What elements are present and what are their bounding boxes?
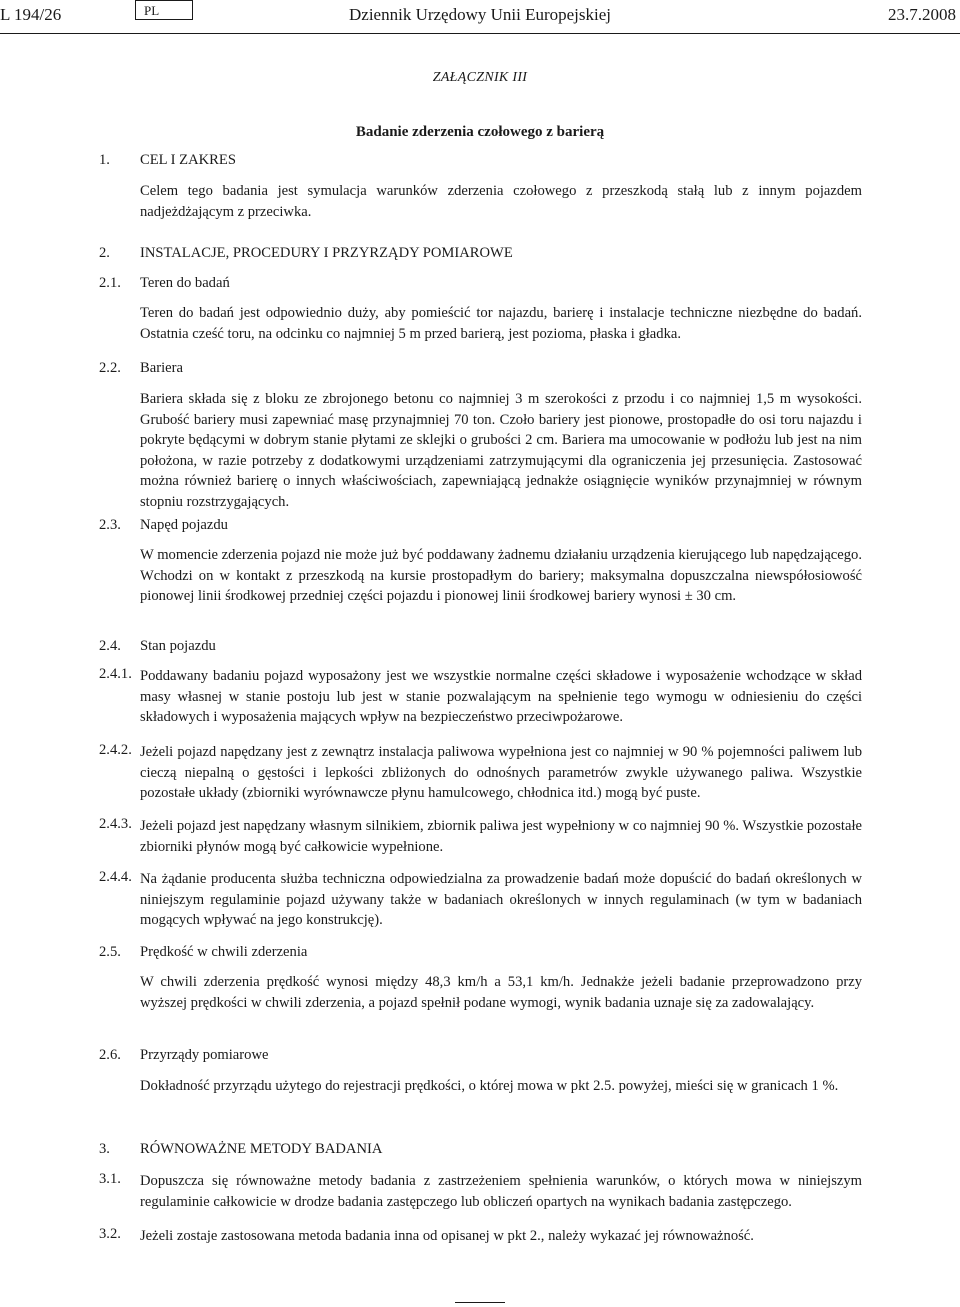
section-text: Dopuszcza się równoważne metody badania z zastrzeżeniem spełnienia warunków, o których mowa w niniejszym regulaminie całkowicie w drodze badania zastępczego lub obliczeń opartych na wynikach badania zastępczego. [140,1173,862,1210]
section-number: 2.6. [99,1047,121,1063]
section-heading: Bariera [140,360,183,376]
section-number: 2.2. [99,360,121,376]
section-number: 2.4.1. [99,666,132,682]
section-number: 2.3. [99,517,121,533]
section-text: Jeżeli pojazd napędzany jest z zewnątrz instalacja paliwowa wypełniona jest co najmniej w 90 % pojemności paliwem lub cieczą niepalną o gęstości i lepkości zbliżonych do odnośnych parametrów zwykle używanego paliwa. Wszystkie pozostałe układy (zbiorniki wyrównawcze płynu hamulcowego, chłodnica itd.) mogą być puste. [140,744,862,801]
page-reference: L 194/26 [0,5,62,24]
section-number: 3. [99,1141,110,1157]
section-number: 2.4.4. [99,869,132,885]
section-heading: Prędkość w chwili zderzenia [140,944,308,960]
header-rule [0,33,960,34]
section-heading: Teren do badań [140,275,230,291]
annex-title: ZAŁĄCZNIK III [432,70,528,85]
section-number: 2.4.3. [99,816,132,832]
section-text: Jeżeli pojazd jest napędzany własnym silnikiem, zbiornik paliwa jest wypełniony w co najmniej 90 %. Wszystkie pozostałe zbiorniki płynów mogą być całkowicie wypełnione. [140,818,862,855]
publication-date: 23.7.2008 [888,5,956,24]
end-rule [455,1302,505,1303]
section-number: 2.4. [99,638,121,654]
section-number: 2. [99,245,110,261]
section-text: Teren do badań jest odpowiednio duży, aby pomieścić tor najazdu, barierę i instalacje techniczne niezbędne do badań. Ostatnia cześć toru, na odcinku co najmniej 5 m przed barierą, jest pozioma, płaska i gładka. [140,305,862,342]
section-heading: Stan pojazdu [140,638,216,654]
section-heading: RÓWNOWAŻNE METODY BADANIA [140,1141,383,1157]
section-number: 2.4.2. [99,742,132,758]
main-title: Badanie zderzenia czołowego z barierą [355,124,605,140]
section-text: Bariera składa się z bloku ze zbrojonego betonu co najmniej 3 m szerokości z przodu i co najmniej 1,5 m wysokości. Grubość bariery musi zapewniać masę przynajmniej 70 ton. Czoło bariery jest pionowe, prostopadłe do osi toru najazdu i pokryte będącymi w dobrym stanie płytami ze sklejki o grubości 2 cm. Bariera ma umocowanie w podłożu lub jest na nim położona, w razie potrzeby z dodatkowymi urządzeniami zatrzymującymi dla ograniczenia jej przesunięcia. Zastosować można również barierę o innych właściwościach, zapewniającą jednakże osiągnięcie wyników przynajmniej w równym stopniu rozstrzygających. [140,391,862,510]
section-text: W chwili zderzenia prędkość wynosi między 48,3 km/h a 53,1 km/h. Jednakże jeżeli badanie przeprowadzono przy wyższej prędkości w chwili zderzenia, a pojazd spełnił podane wymogi, wynik badania uznaje się za zadowalający. [140,974,862,1011]
section-heading: Przyrządy pomiarowe [140,1047,269,1063]
section-number: 2.5. [99,944,121,960]
section-text: Jeżeli zostaje zastosowana metoda badania inna od opisanej w pkt 2., należy wykazać jej równoważność. [140,1228,754,1244]
section-number: 2.1. [99,275,121,291]
section-number: 3.1. [99,1171,121,1187]
section-text: Dokładność przyrządu użytego do rejestracji prędkości, o której mowa w pkt 2.5. powyżej, mieści się w granicach 1 %. [140,1078,839,1094]
section-text: Na żądanie producenta służba techniczna odpowiedzialna za prowadzenie badań może dopuścić do badań określonych w niniejszym regulaminie pojazd używany także w badaniach określonych w innych regulaminach (w tym w badaniach mogących wpływać na jego konstrukcję). [140,871,862,928]
section-heading: Napęd pojazdu [140,517,228,533]
language-box: PL [135,0,193,20]
journal-title: Dziennik Urzędowy Unii Europejskiej [349,5,612,24]
section-heading: INSTALACJE, PROCEDURY I PRZYRZĄDY POMIAROWE [140,245,513,261]
section-number: 1. [99,152,110,168]
section-text: W momencie zderzenia pojazd nie może już być poddawany żadnemu działaniu urządzenia kierującego lub napędzającego. Wchodzi on w kontakt z przeszkodą na kursie prostopadłym do bariery; maksymalna dopuszczalna niewspółosiowość pionowej linii środkowej przedniej części pojazdu i pionowej linii środkowej bariery wynosi ± 30 cm. [140,547,862,604]
section-text: Celem tego badania jest symulacja warunków zderzenia czołowego z przeszkodą stałą lub z innym pojazdem nadjeżdżającym z przeciwka. [140,183,862,220]
section-number: 3.2. [99,1226,121,1242]
section-heading: CEL I ZAKRES [140,152,236,168]
section-text: Poddawany badaniu pojazd wyposażony jest we wszystkie normalne części składowe i wyposażenie wchodzące w skład masy własnej w stanie postoju lub jest w stanie pozwalającym na spełnienie tego wymogu w odniesieniu do części składowych i wyposażenia mających wpływ na bezpieczeństwo przeciwpożarowe. [140,668,862,725]
